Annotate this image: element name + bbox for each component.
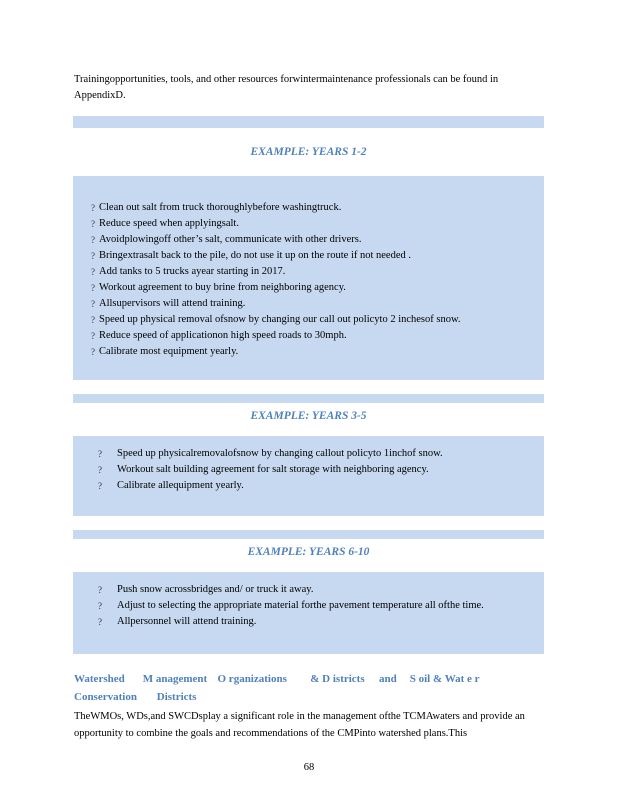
example-title-years-3-5: EXAMPLE: YEARS 3-5 — [250, 410, 367, 422]
heading-line-1: Watershed M anagement O rganizations & D istricts and S oil & Wat e r — [74, 673, 480, 685]
bullet-icon: ? — [91, 219, 95, 229]
example-box-years-1-2 — [73, 176, 544, 380]
bullet-icon: ? — [98, 481, 102, 491]
bullet-icon: ? — [91, 267, 95, 277]
section-divider-band — [73, 394, 544, 403]
list-item: ? Speed up physical removal ofsnow by changing our call out policyto 2 inchesof snow. — [73, 312, 544, 328]
watershed-section-heading — [74, 670, 544, 706]
section-divider-band — [73, 116, 544, 128]
heading-line-2: Conservation Districts — [74, 691, 197, 703]
page-number: 68 — [303, 762, 315, 773]
bullet-icon: ? — [98, 465, 102, 475]
list-item: ? Reduce speed of applicationon high speed roads to 30mph. — [73, 328, 544, 344]
list-item: ? Allpersonnel will attend training. — [73, 614, 544, 630]
list-item: ? Push snow acrossbridges and/ or truck it away. — [73, 582, 544, 598]
bullet-icon: ? — [91, 331, 95, 341]
bullet-icon: ? — [91, 203, 95, 213]
watershed-paragraph: TheWMOs, WDs,and SWCDsplay a significant role in the management ofthe TCMAwaters and provide an opportunity to combine the goals and recommendations of the CMPinto watershed plans.This — [74, 711, 525, 739]
section-divider-band — [73, 530, 544, 539]
example-title-years-6-10: EXAMPLE: YEARS 6-10 — [247, 546, 370, 558]
list-item: ? Allsupervisors will attend training. — [73, 296, 544, 312]
list-item: ? Workout salt building agreement for salt storage with neighboring agency. — [73, 462, 544, 478]
bullet-list-years-3-5 — [73, 436, 544, 494]
example-box-years-6-10 — [73, 572, 544, 654]
list-item: ? Add tanks to 5 trucks ayear starting in 2017. — [73, 264, 544, 280]
bullet-list-years-6-10 — [73, 572, 544, 630]
list-item: ? Reduce speed when applyingsalt. — [73, 216, 544, 232]
list-item: ? Calibrate allequipment yearly. — [73, 478, 544, 494]
bullet-icon: ? — [98, 449, 102, 459]
bullet-icon: ? — [91, 347, 95, 357]
example-box-years-3-5 — [73, 436, 544, 516]
bullet-icon: ? — [91, 283, 95, 293]
list-item: ? Workout agreement to buy brine from neighboring agency. — [73, 280, 544, 296]
bullet-icon: ? — [91, 235, 95, 245]
list-item: ? Bringextrasalt back to the pile, do not use it up on the route if not needed . — [73, 248, 544, 264]
bullet-icon: ? — [91, 251, 95, 261]
example-title-years-1-2: EXAMPLE: YEARS 1-2 — [250, 146, 367, 158]
list-item: ? Adjust to selecting the appropriate material forthe pavement temperature all ofthe time. — [73, 598, 544, 614]
bullet-icon: ? — [98, 617, 102, 627]
list-item: ? Avoidplowingoff other’s salt, communicate with other drivers. — [73, 232, 544, 248]
list-item: ? Speed up physicalremovalofsnow by changing callout policyto 1inchof snow. — [73, 446, 544, 462]
intro-paragraph: Trainingopportunities, tools, and other resources forwintermaintenance professionals can be found in AppendixD. — [74, 74, 499, 101]
bullet-icon: ? — [91, 315, 95, 325]
bullet-icon: ? — [98, 601, 102, 611]
bullet-list-years-1-2 — [73, 176, 544, 360]
list-item: ? Clean out salt from truck thoroughlybefore washingtruck. — [73, 200, 544, 216]
list-item: ? Calibrate most equipment yearly. — [73, 344, 544, 360]
bullet-icon: ? — [91, 299, 95, 309]
bullet-icon: ? — [98, 585, 102, 595]
